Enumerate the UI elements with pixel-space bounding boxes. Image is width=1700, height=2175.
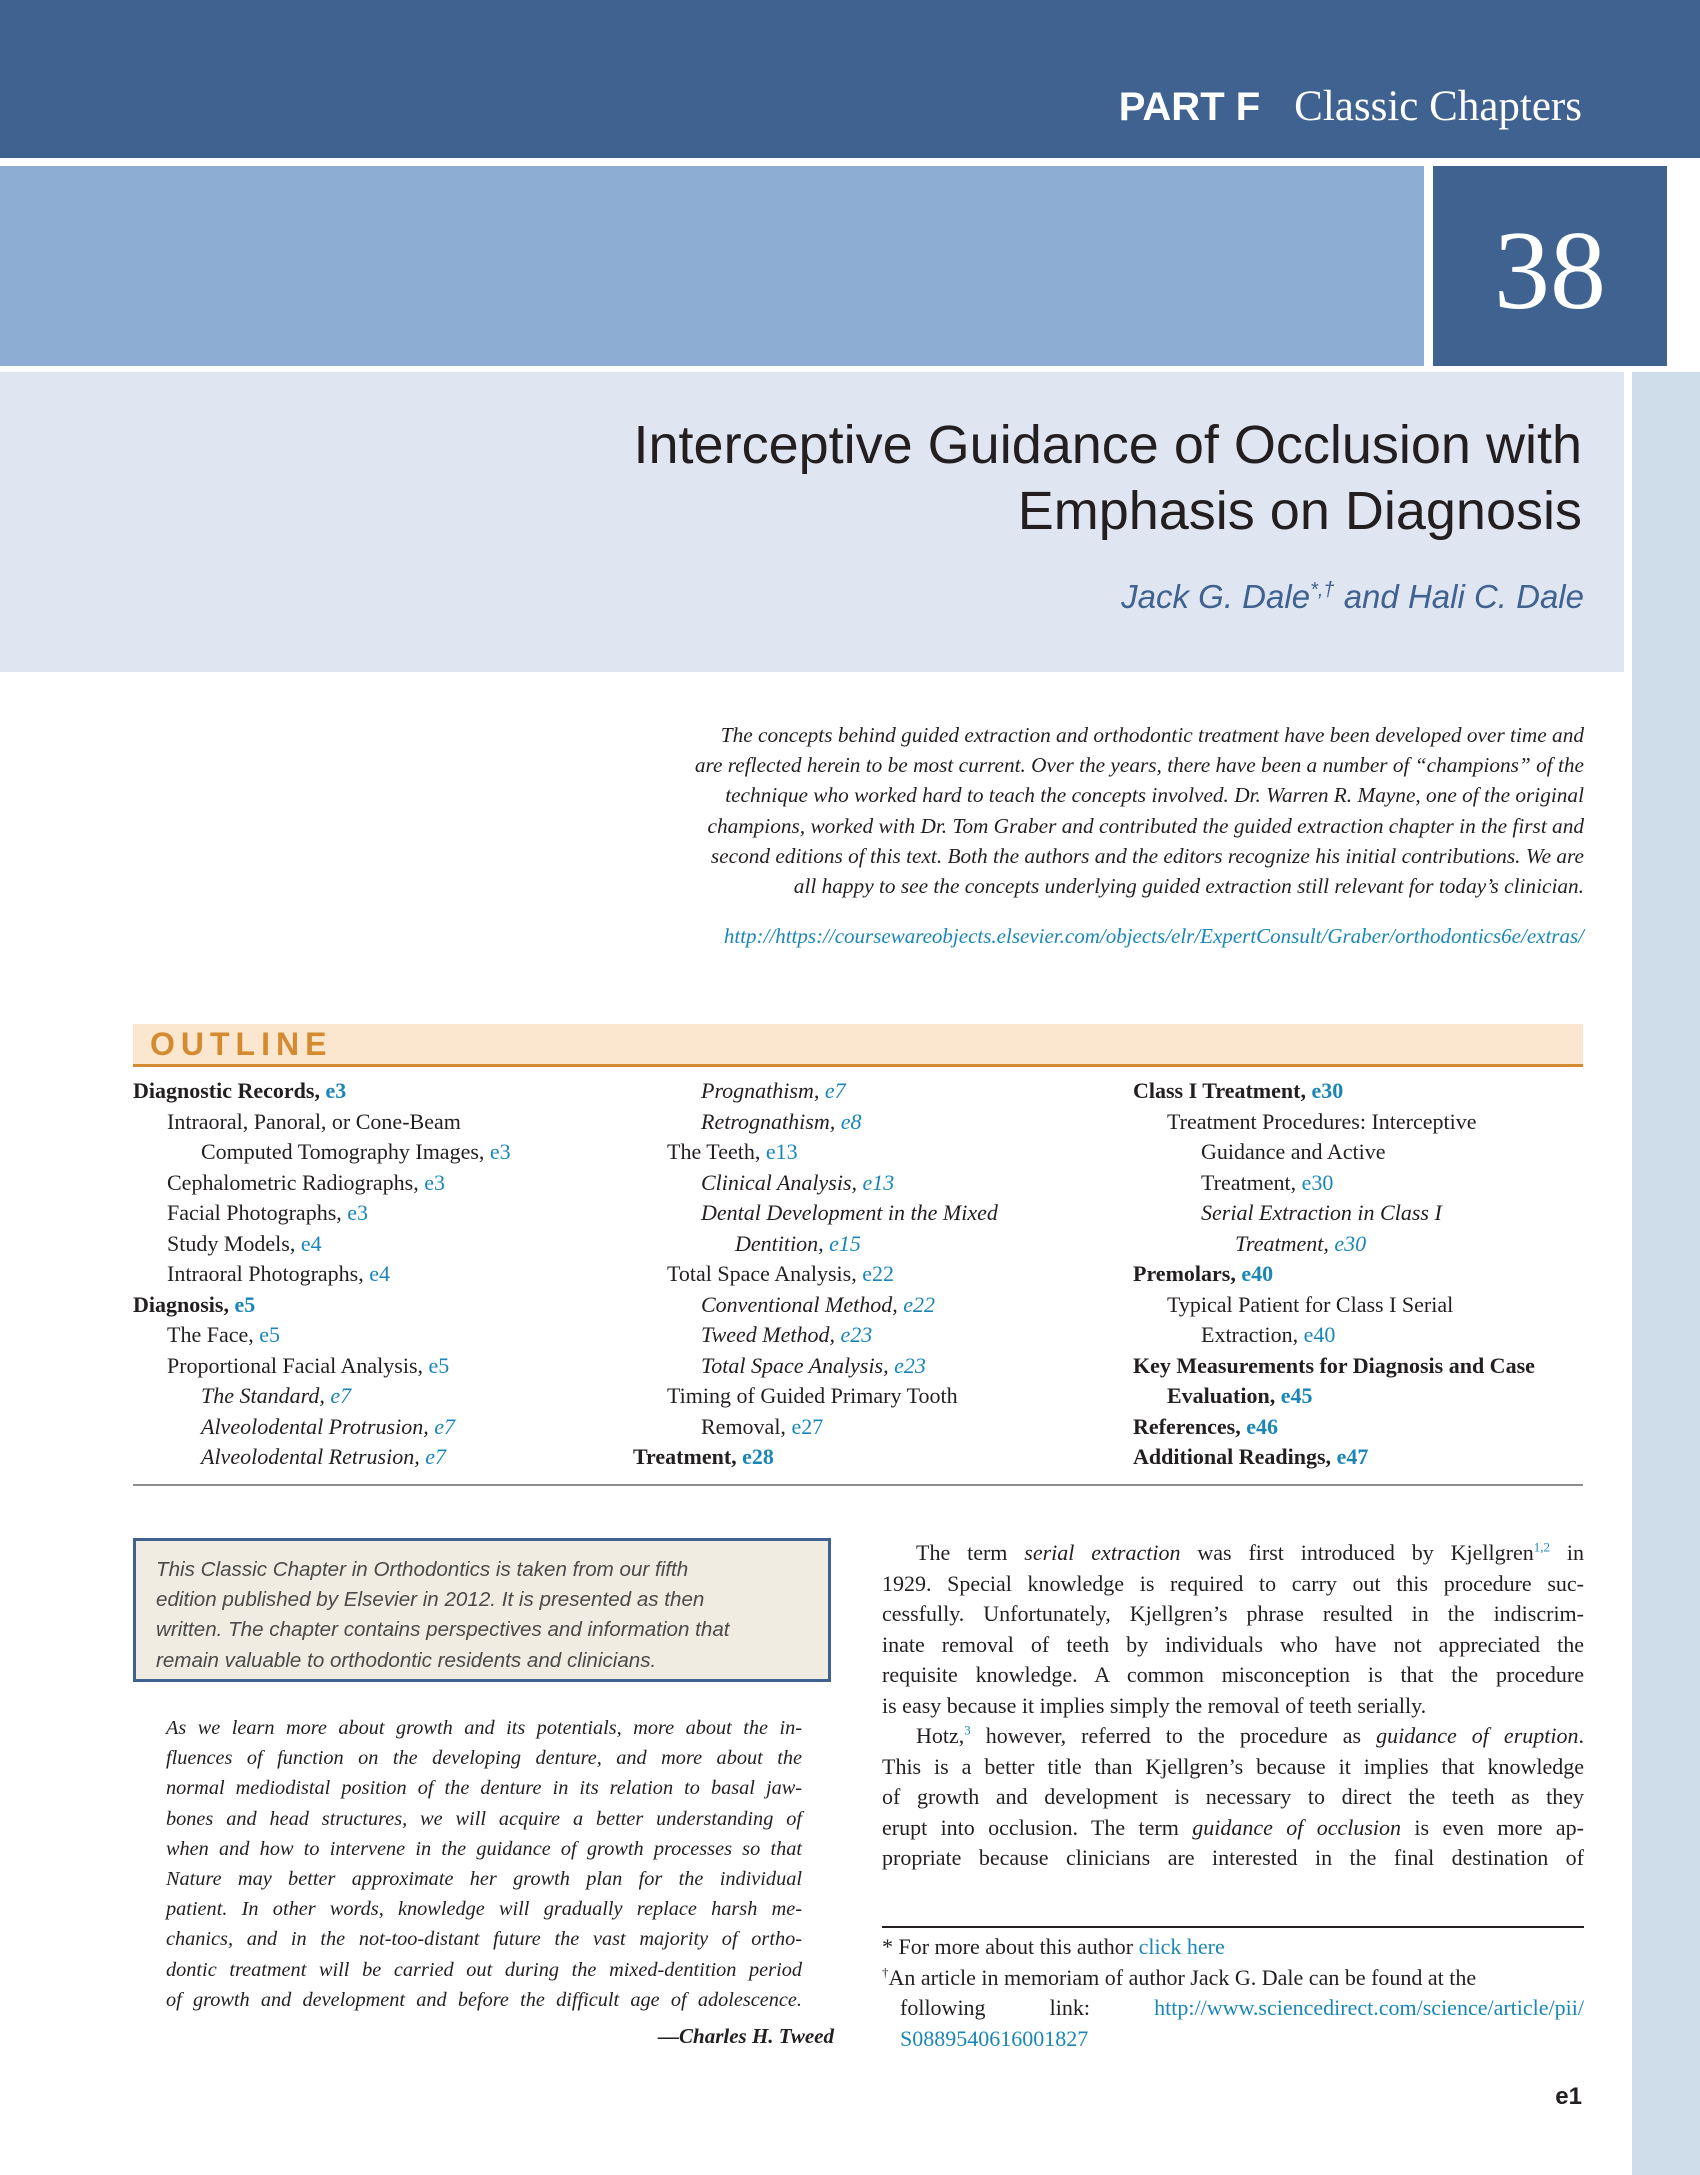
outline-page-link[interactable]: e40 [1303,1322,1336,1347]
epigraph-line: dontic treatment will be carried out during the mixed-dentition period [166,1958,802,1981]
outline-entry-title: Intraoral Photographs, [167,1261,370,1286]
epigraph-line: chanics, and in the not-too-distant future the vast majority of ortho- [166,1928,802,1951]
outline-entry-title: Intraoral, Panoral, or Cone-Beam [167,1108,461,1134]
chapter-title-line: Interceptive Guidance of Occlusion with [633,415,1582,475]
outline-entry-title: Computed Tomography Images, [201,1139,490,1164]
outline-page-link[interactable]: e5 [428,1352,450,1378]
outline-page-link[interactable]: e4 [300,1230,322,1256]
epigraph-line: fluences of function on the developing denture, and more about the [166,1747,802,1770]
outline-page-link[interactable]: e30 [1311,1078,1344,1103]
author-info-link[interactable]: click here [1138,1934,1225,1959]
outline-entry-title: Treatment, [633,1444,743,1469]
intro-line: are reflected herein to be most current. Over the years, there have been a number of “champions” of the [694,753,1584,778]
outline-page-link[interactable]: e27 [791,1413,824,1439]
outline-entry-title: The Standard, [201,1383,331,1408]
part-number: PART F [1118,85,1261,129]
author-name: Jack G. Dale [1121,578,1311,615]
outline-entry[interactable] [1133,1381,1535,1412]
outline-entry[interactable] [133,1412,511,1443]
body-line: of growth and development is necessary to direct the teeth as they [882,1784,1584,1809]
outline-entry[interactable] [1133,1412,1535,1443]
outline-page-link[interactable]: e23 [894,1352,926,1378]
outline-entry[interactable] [633,1107,998,1138]
body-text [882,1538,1584,1874]
intro-line: The concepts behind guided extraction and orthodontic treatment have been developed over time and [720,723,1584,747]
epigraph-line: Nature may better approximate her growth plan for the individual [166,1867,802,1890]
outline-entry-title: Tweed Method, [701,1322,841,1347]
outline-page-link[interactable]: e3 [325,1078,347,1103]
outline-entry-title: Dental Development in the Mixed [701,1200,998,1225]
page-edge-strip [1632,372,1700,2175]
classic-chapter-note [133,1538,831,1682]
outline-entry[interactable] [133,1137,511,1168]
outline-entry[interactable] [133,1351,511,1382]
memoriam-link-cont[interactable]: S0889540616001827 [900,2025,1089,2051]
outline-entry[interactable] [133,1259,511,1290]
body-text-run: Hotz, [916,1723,965,1748]
outline-entry[interactable] [133,1076,511,1107]
outline-entry[interactable] [633,1442,998,1473]
outline-page-link[interactable]: e28 [742,1444,774,1469]
citation-ref[interactable]: 3 [964,1722,971,1738]
outline-entry-title: Clinical Analysis, [701,1169,863,1195]
outline-entry[interactable] [633,1290,998,1321]
footnotes [882,1932,1584,2054]
chapter-number-box [1433,166,1667,366]
outline-entry-title: Evaluation, [1167,1383,1281,1408]
epigraph-line: when and how to intervene in the guidance of growth processes so that [166,1837,802,1860]
outline-page-link[interactable]: e3 [347,1200,369,1225]
outline-entry[interactable] [633,1076,998,1107]
outline-page-link[interactable]: e23 [840,1322,873,1347]
outline-entry [1133,1137,1535,1168]
outline-entry-title: Serial Extraction in Class I [1201,1200,1442,1225]
outline-page-link[interactable]: e5 [259,1322,280,1347]
chapter-title [482,412,1582,544]
outline-entry-title: Guidance and Active [1201,1139,1386,1164]
page-number: e1 [1555,2083,1582,2110]
epigraph-line: As we learn more about growth and its potentials, more about the in- [166,1717,802,1739]
outline-entry[interactable] [133,1198,511,1229]
body-line: cessfully. Unfortunately, Kjellgren’s phrase resulted in the indiscrim- [882,1601,1584,1626]
footnote-text: An article in memoriam of author Jack G. Dale can be found at the [888,1964,1477,1990]
intro-line: technique who worked hard to teach the concepts involved. Dr. Warren R. Mayne, one of the original [725,783,1584,808]
intro-paragraph [584,720,1584,901]
body-line: requisite knowledge. A common misconception is that the procedure [882,1662,1584,1687]
outline-entry-title: Dentition, [735,1230,830,1256]
outline-page-link[interactable]: e15 [829,1230,861,1256]
outline-entry-title: Diagnostic Records, [133,1078,326,1103]
outline-entry-title: Alveolodental Retrusion, [201,1444,426,1469]
footnote-mark: † [882,1964,889,1980]
outline-page-link[interactable]: e47 [1336,1444,1369,1469]
outline-entry-title: Total Space Analysis, [667,1261,863,1286]
body-emphasis: guidance of eruption [1376,1723,1579,1748]
outline-entry-title: The Teeth, [667,1139,766,1164]
extras-link[interactable]: http://https://coursewareobjects.elsevier.com/objects/elr/ExpertConsult/Graber/orthodontics6e/extras/ [723,924,1584,948]
footnote-2-cont [882,1993,1584,2024]
outline-entry[interactable] [1133,1259,1535,1290]
outline-entry-title: Conventional Method, [701,1291,904,1317]
outline-column-1 [133,1076,511,1473]
chapter-number: 38 [1494,209,1606,333]
outline-entry[interactable] [633,1351,998,1382]
outline-entry-title: Facial Photographs, [167,1200,348,1225]
outline-entry[interactable] [1133,1442,1535,1473]
outline-entry[interactable] [1133,1168,1535,1199]
outline-entry-title: Additional Readings, [1133,1444,1337,1469]
outline-page-link[interactable]: e8 [840,1108,862,1134]
outline-entry-title: Alveolodental Protrusion, [201,1413,435,1439]
footnote-text: For more about this author [893,1934,1139,1959]
body-line [882,1538,1584,1569]
intro-line: all happy to see the concepts underlying guided extraction still relevant for today’s clinician. [793,874,1584,899]
outline-entry [133,1107,511,1138]
outline-entry-title: Timing of Guided Primary Tooth [667,1383,958,1408]
outline-entry[interactable] [133,1229,511,1260]
footnote-mark: * [882,1934,893,1959]
outline-entry-title: Key Measurements for Diagnosis and Case [1133,1352,1535,1378]
citation-ref[interactable]: 1,2 [1533,1539,1550,1555]
outline-entry-title: Total Space Analysis, [701,1352,895,1378]
footnote-divider [882,1926,1584,1928]
body-emphasis: serial extraction [1024,1540,1181,1565]
outline-column-3 [1133,1076,1535,1473]
outline-entry [633,1198,998,1229]
body-emphasis: guidance of occlusion [1192,1814,1402,1840]
body-text-run: The term [916,1540,1025,1565]
outline-page-link[interactable]: e7 [824,1078,846,1103]
memoriam-link[interactable]: http://www.sciencedirect.com/science/article/pii/ [1154,1995,1584,2020]
outline-entry[interactable] [133,1442,511,1473]
outline-page-link[interactable]: e4 [369,1261,390,1286]
body-line: is easy because it implies simply the removal of teeth serially. [882,1692,1427,1718]
body-text-run: erupt into occlusion. The term [882,1814,1193,1840]
outline-entry [1133,1107,1535,1138]
epigraph [166,1713,802,2015]
outline-entry-title: Removal, [701,1413,792,1439]
outline-page-link[interactable]: e3 [489,1139,511,1164]
outline-entry[interactable] [133,1168,511,1199]
outline-entry-title: Treatment Procedures: Interceptive [1167,1108,1477,1134]
chapter-title-line: Emphasis on Diagnosis [1017,481,1582,541]
outline-page-link[interactable]: e3 [424,1169,445,1195]
footnote-2-cont [882,2024,1584,2055]
outline-entry [1133,1351,1535,1382]
body-text-run: . [1578,1723,1584,1748]
outline-entry-title: Typical Patient for Class I Serial [1167,1291,1454,1317]
outline-entry[interactable] [133,1381,511,1412]
outline-page-link[interactable]: e13 [862,1169,895,1195]
epigraph-line: normal mediodistal position of the denture in its relation to basal jaw- [166,1777,802,1800]
outline-entry-title: Diagnosis, [133,1291,235,1317]
footnote-2 [882,1963,1584,1994]
body-text-run: in [1550,1540,1584,1565]
footnote-text: following link: [900,1995,1155,2020]
note-line: written. The chapter contains perspectives and information that [156,1618,730,1642]
outline-page-link[interactable]: e45 [1280,1383,1313,1408]
outline-page-link[interactable]: e13 [765,1139,798,1164]
author-footnote-marks: *,† [1310,579,1335,601]
outline-page-link[interactable]: e46 [1246,1413,1278,1439]
part-label [1119,82,1582,131]
outline-entry-title: Treatment, [1201,1169,1302,1195]
outline-entry [633,1381,998,1412]
body-line: inate removal of teeth by individuals who have not appreciated the [882,1631,1584,1657]
epigraph-line: bones and head structures, we will acquire a better understanding of [166,1807,802,1830]
epigraph-line: patient. In other words, knowledge will gradually replace harsh me- [166,1898,802,1921]
body-line: 1929. Special knowledge is required to carry out this procedure suc- [882,1570,1584,1596]
authors [1121,578,1584,616]
outline-page-link[interactable]: e7 [330,1383,352,1408]
outline-entry[interactable] [1133,1320,1535,1351]
outline-page-link[interactable]: e40 [1241,1261,1274,1286]
body-text-run: however, referred to the procedure as [970,1723,1377,1748]
outline-entry[interactable] [1133,1076,1535,1107]
outline-page-link[interactable]: e7 [434,1413,455,1439]
outline-entry[interactable] [633,1229,998,1260]
outline-page-link[interactable]: e22 [862,1261,894,1286]
outline-page-link[interactable]: e7 [425,1444,446,1469]
outline-entry[interactable] [133,1320,511,1351]
outline-entry-title: Prognathism, [701,1078,825,1103]
outline-entry[interactable] [633,1320,998,1351]
body-text-run: was first introduced by Kjellgren [1180,1540,1534,1565]
body-text-run: is even more ap- [1401,1814,1584,1840]
footnote-1 [882,1932,1584,1963]
note-line: edition published by Elsevier in 2012. It is presented as then [156,1588,705,1612]
outline-entry-title: Extraction, [1201,1322,1304,1347]
outline-title: OUTLINE [150,1026,333,1062]
body-line [882,1721,1584,1752]
outline-entry [1133,1198,1535,1229]
author-join: and [1334,578,1408,615]
body-line: propriate because clinicians are interested in the final destination of [882,1845,1584,1870]
outline-entry [1133,1290,1535,1321]
outline-entry-title: Proportional Facial Analysis, [167,1352,429,1378]
outline-entry-title: Study Models, [167,1230,301,1256]
outline-entry-title: Cephalometric Radiographs, [167,1169,425,1195]
outline-entry[interactable] [133,1290,511,1321]
part-name: Classic Chapters [1294,83,1582,130]
outline-entry-title: References, [1133,1413,1247,1439]
epigraph-line: of growth and development and before the difficult age of adolescence. [166,1988,802,2011]
outline-entry[interactable] [633,1168,998,1199]
outline-entry[interactable] [633,1137,998,1168]
outline-entry[interactable] [633,1412,998,1443]
outline-page-link[interactable]: e30 [1334,1230,1367,1256]
epigraph-attribution: —Charles H. Tweed [658,2024,834,2048]
outline-page-link[interactable]: e5 [234,1291,256,1317]
body-line [882,1813,1584,1844]
outline-entry[interactable] [1133,1229,1535,1260]
outline-entry-title: The Face, [167,1322,260,1347]
note-line: This Classic Chapter in Orthodontics is taken from our fifth [156,1558,689,1581]
outline-entry-title: Class I Treatment, [1133,1078,1312,1103]
outline-entry[interactable] [633,1259,998,1290]
body-line: This is a better title than Kjellgren’s because it implies that knowledge [882,1753,1584,1779]
author-name: Hali C. Dale [1407,578,1584,615]
intro-line: champions, worked with Dr. Tom Graber and contributed the guided extraction chapter in the first and [707,813,1584,838]
outline-entry-title: Retrognathism, [701,1108,841,1134]
note-line: remain valuable to orthodontic residents and clinicians. [156,1648,657,1672]
chapter-header-band [0,166,1424,366]
outline-page-link[interactable]: e22 [903,1291,936,1317]
outline-column-2 [633,1076,998,1473]
outline-entry-title: Treatment, [1235,1230,1335,1256]
outline-divider [133,1484,1583,1486]
outline-page-link[interactable]: e30 [1301,1169,1334,1195]
part-header-band [0,0,1700,158]
intro-line: second editions of this text. Both the authors and the editors recognize his initial contributions. We are [710,843,1584,868]
outline-entry-title: Premolars, [1133,1261,1242,1286]
outline-header-bar [133,1024,1583,1067]
